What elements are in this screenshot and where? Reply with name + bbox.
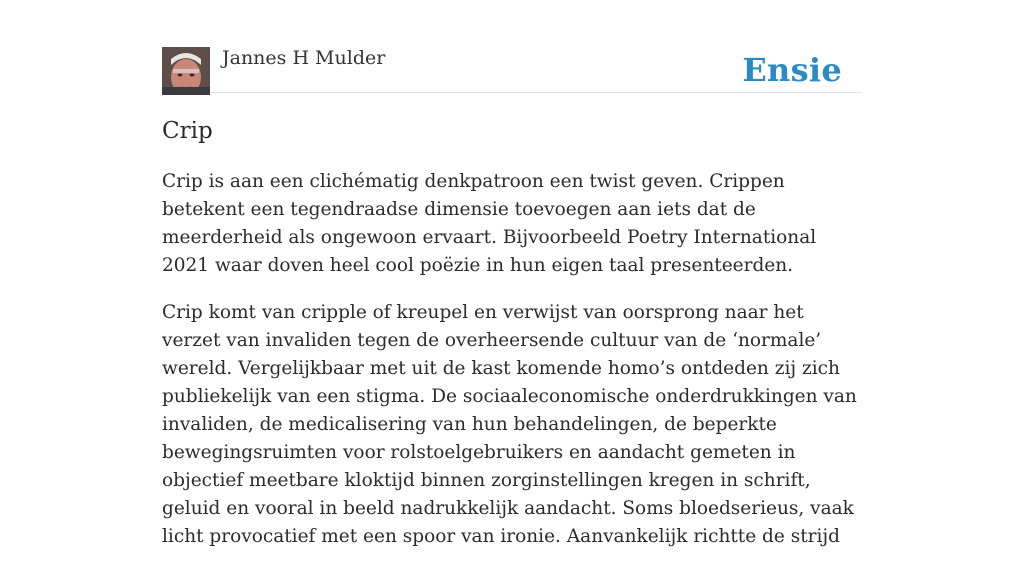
ensie-logo[interactable]: Ensie (742, 51, 842, 89)
author-avatar[interactable] (162, 47, 210, 95)
article-title: Crip (162, 118, 213, 144)
article-header (162, 0, 862, 93)
author-name[interactable]: Jannes H Mulder (222, 47, 386, 69)
avatar-portrait-icon (162, 47, 210, 95)
article-paragraph: Crip komt van cripple of kreupel en verwijst van oorsprong naar het verzet van invaliden tegen de overheersende cultuur van de ‘normale’ wereld. Vergelijkbaar met uit de kast komende homo’s ontdeden zij zich publiekelijk van een stigma. De sociaaleconomische onderdrukkingen van invaliden, de medicalisering van hun behandelingen, de beperkte bewegingsruimten voor rolstoelgebruikers en aandacht gemeten in objectief meetbare kloktijd binnen zorginstellingen kregen in schrift, geluid en vooral in beeld nadrukkelijk aandacht. Soms bloedserieus, vaak licht provocatief met een spoor van ironie. Aanvankelijk richtte de strijd (162, 302, 857, 547)
article-body (162, 168, 862, 570)
article-page (162, 0, 862, 547)
article-paragraph: Crip is aan een clichématig denkpatroon een twist geven. Crippen betekent een tegendraadse dimensie toevoegen aan iets dat de meerderheid als ongewoon ervaart. Bijvoorbeeld Poetry International 2021 waar doven heel cool poëzie in hun eigen taal presenteerden. (162, 171, 817, 276)
